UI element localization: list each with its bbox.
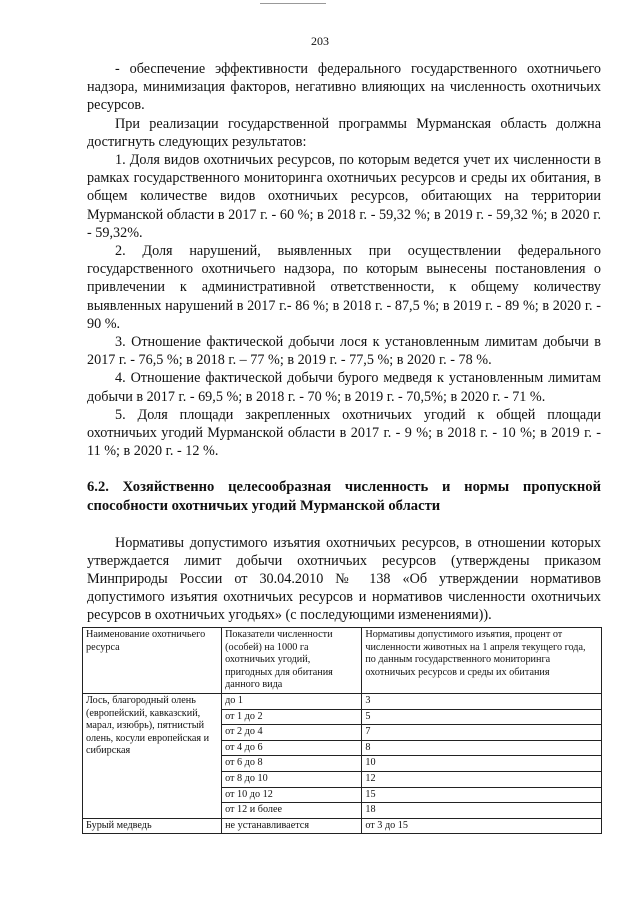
density-cell: от 2 до 4 (222, 725, 362, 741)
density-cell: от 10 до 12 (222, 787, 362, 803)
density-cell: от 6 до 8 (222, 756, 362, 772)
page-number: 203 (311, 34, 329, 48)
norms-table (82, 627, 602, 834)
table-header-row (83, 628, 602, 694)
norm-cell: 15 (362, 787, 602, 803)
paragraph-result-1: 1. Доля видов охотничьих ресурсов, по которым ведется учет их численности в рамках государственного мониторинга охотничьих ресурсов и среды их обитания, в общем количестве видов охотничьих ресурсов, обитающих на территории Мурманской области в 2017 г. - 60 %; в 2018 г. - 59,32 %; в 2019 г. - 59,32 %; в 2020 г. - 59,32%. (87, 152, 601, 241)
table-header-cell: Нормативы допустимого изъятия, процент от численности животных на 1 апреля текущего года, по данным государственного мониторинга охотничьих ресурсов и среды их обитания (362, 628, 602, 694)
norm-cell: 18 (362, 803, 602, 819)
density-cell: от 12 и более (222, 803, 362, 819)
norm-cell: 8 (362, 740, 602, 756)
species-cell: Бурый медведь (83, 818, 222, 834)
paragraph-result-5: 5. Доля площади закрепленных охотничьих угодий к общей площади охотничьих угодий Мурманской области в 2017 г. - 9 %; в 2018 г. - 10 %; в 2019 г. - 11 %; в 2020 г. - 12 %. (87, 406, 601, 460)
document-body (87, 60, 601, 625)
section-paragraph: Нормативы допустимого изъятия охотничьих ресурсов, в отношении которых утверждается лимит добычи охотничьих ресурсов (утверждены приказом Минприроды России от 30.04.2010 № 138 «Об утверждении нормативов допустимого изъятия охотничьих ресурсов и нормативов численности охотничьих ресурсов в охотничьих угодьях» (с последующими изменениями)). (87, 534, 601, 624)
top-rule (260, 3, 326, 4)
paragraph-result-4: 4. Отношение фактической добычи бурого медведя к установленным лимитам добычи в 2017 г. - 69,5 %; в 2018 г. - 70 %; в 2019 г. - 70,5%; в 2020 г. - 71 %. (87, 370, 601, 405)
paragraph-result-2: 2. Доля нарушений, выявленных при осуществлении федерального государственного охотничьего надзора, по которым вынесены постановления о привлечении к административной ответственности, к общему количеству выявленных нарушений в 2017 г.- 86 %; в 2018 г. - 87,5 %; в 2019 г. - 89 %; в 2020 г. - 90 %. (87, 243, 601, 332)
norm-cell: 7 (362, 725, 602, 741)
paragraph-intro: При реализации государственной программы Мурманская область должна достигнуть следующих результатов: (87, 115, 601, 150)
density-cell: до 1 (222, 693, 362, 709)
norm-cell: 3 (362, 693, 602, 709)
species-group-cell: Лось, благородный олень (европейский, кавказский, марал, изюбрь), пятнистый олень, косули европейская и сибирская (83, 693, 222, 818)
density-cell: не устанавливается (222, 818, 362, 834)
table-row (83, 693, 602, 709)
norm-cell: 10 (362, 756, 602, 772)
norm-cell: 5 (362, 709, 602, 725)
norm-cell: 12 (362, 771, 602, 787)
spacer (87, 516, 601, 534)
table-row-bear (83, 818, 602, 834)
density-cell: от 4 до 6 (222, 740, 362, 756)
section-heading: 6.2. Хозяйственно целесообразная численность и нормы пропускной способности охотничьих угодий Мурманской области (87, 479, 601, 515)
table-header-cell: Показатели численности (особей) на 1000 га охотничьих угодий, пригодных для обитания данного вида (222, 628, 362, 694)
density-cell: от 8 до 10 (222, 771, 362, 787)
paragraph-result-3: 3. Отношение фактической добычи лося к установленным лимитам добычи в 2017 г. - 76,5 %; в 2018 г. – 77 %; в 2019 г. - 77,5 %; в 2020 г. - 78 %. (87, 334, 601, 369)
paragraph-goal: - обеспечение эффективности федерального государственного охотничьего надзора, минимизация факторов, негативно влияющих на численность охотничьих ресурсов. (87, 61, 601, 114)
density-cell: от 1 до 2 (222, 709, 362, 725)
norm-cell: от 3 до 15 (362, 818, 602, 834)
spacer (87, 460, 601, 478)
table-header-cell: Наименование охотничьего ресурса (83, 628, 222, 694)
